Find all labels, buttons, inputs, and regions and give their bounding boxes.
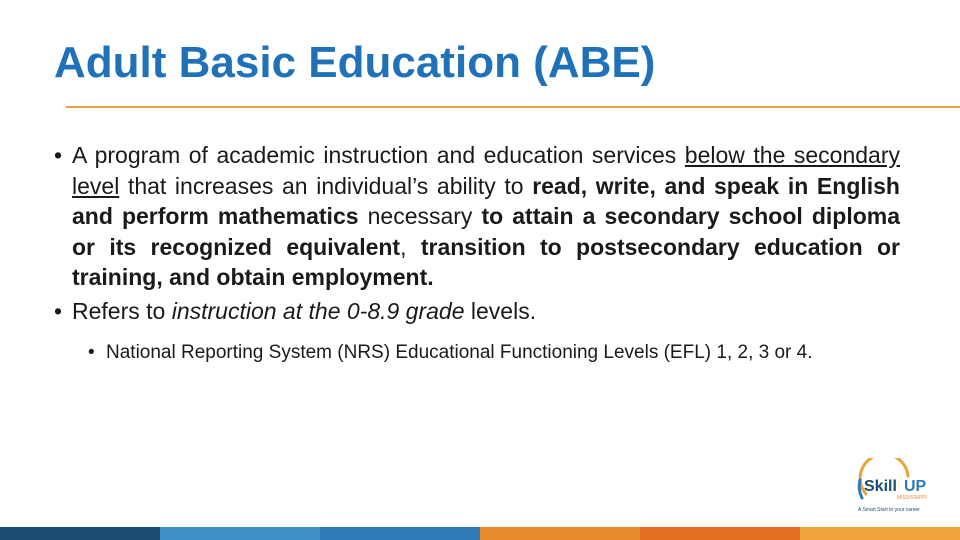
sub-bullet-text-nrs: National Reporting System (NRS) Educational Functioning Levels (EFL) 1, 2, 3 or 4. [106, 342, 813, 363]
footer-segment [800, 527, 960, 540]
bullet-text-abe-definition [72, 140, 900, 293]
logo-word-skill: Skill [864, 478, 897, 495]
text-run: A program of academic instruction and education services [72, 142, 685, 168]
text-run: , [400, 233, 421, 260]
logo-tagline: A Smart Start to your career [858, 507, 920, 513]
title-divider [66, 106, 960, 108]
bullet-text-grade-levels [72, 296, 900, 327]
bullet-marker: • [54, 297, 63, 324]
bullet-marker: • [88, 342, 95, 363]
text-run: necessary [358, 203, 482, 229]
footer-segment [0, 527, 160, 540]
footer-segment [320, 527, 480, 540]
text-run: Refers to [72, 297, 172, 324]
logo-state: MISSISSIPPI [897, 495, 927, 501]
bullet-marker: • [54, 142, 63, 168]
italic-phrase: instruction at the 0-8.9 grade [171, 297, 465, 324]
sub-bullet-item [88, 340, 900, 365]
bold-phrase: transition to postsecondary education or training, and obtain employment. [72, 233, 900, 290]
footer-segment [480, 527, 640, 540]
text-run: levels. [464, 297, 537, 324]
underlined-phrase: below the secondary level [72, 142, 900, 199]
slide-body [54, 140, 900, 365]
bullet-item [54, 296, 900, 327]
skill-up-mississippi-logo [852, 458, 944, 516]
bold-phrase: read, write, and speak in English and perform mathematics [72, 172, 900, 229]
footer-segment [160, 527, 320, 540]
footer-color-bar [0, 527, 960, 540]
bold-phrase: to attain a secondary school diploma or its recognized equivalent [72, 203, 900, 260]
logo-word-up: UP [904, 478, 927, 495]
bullet-item [54, 140, 900, 293]
text-run: that increases an individual’s ability to [119, 172, 533, 199]
footer-segment [640, 527, 800, 540]
slide-title: Adult Basic Education (ABE) [54, 38, 656, 87]
